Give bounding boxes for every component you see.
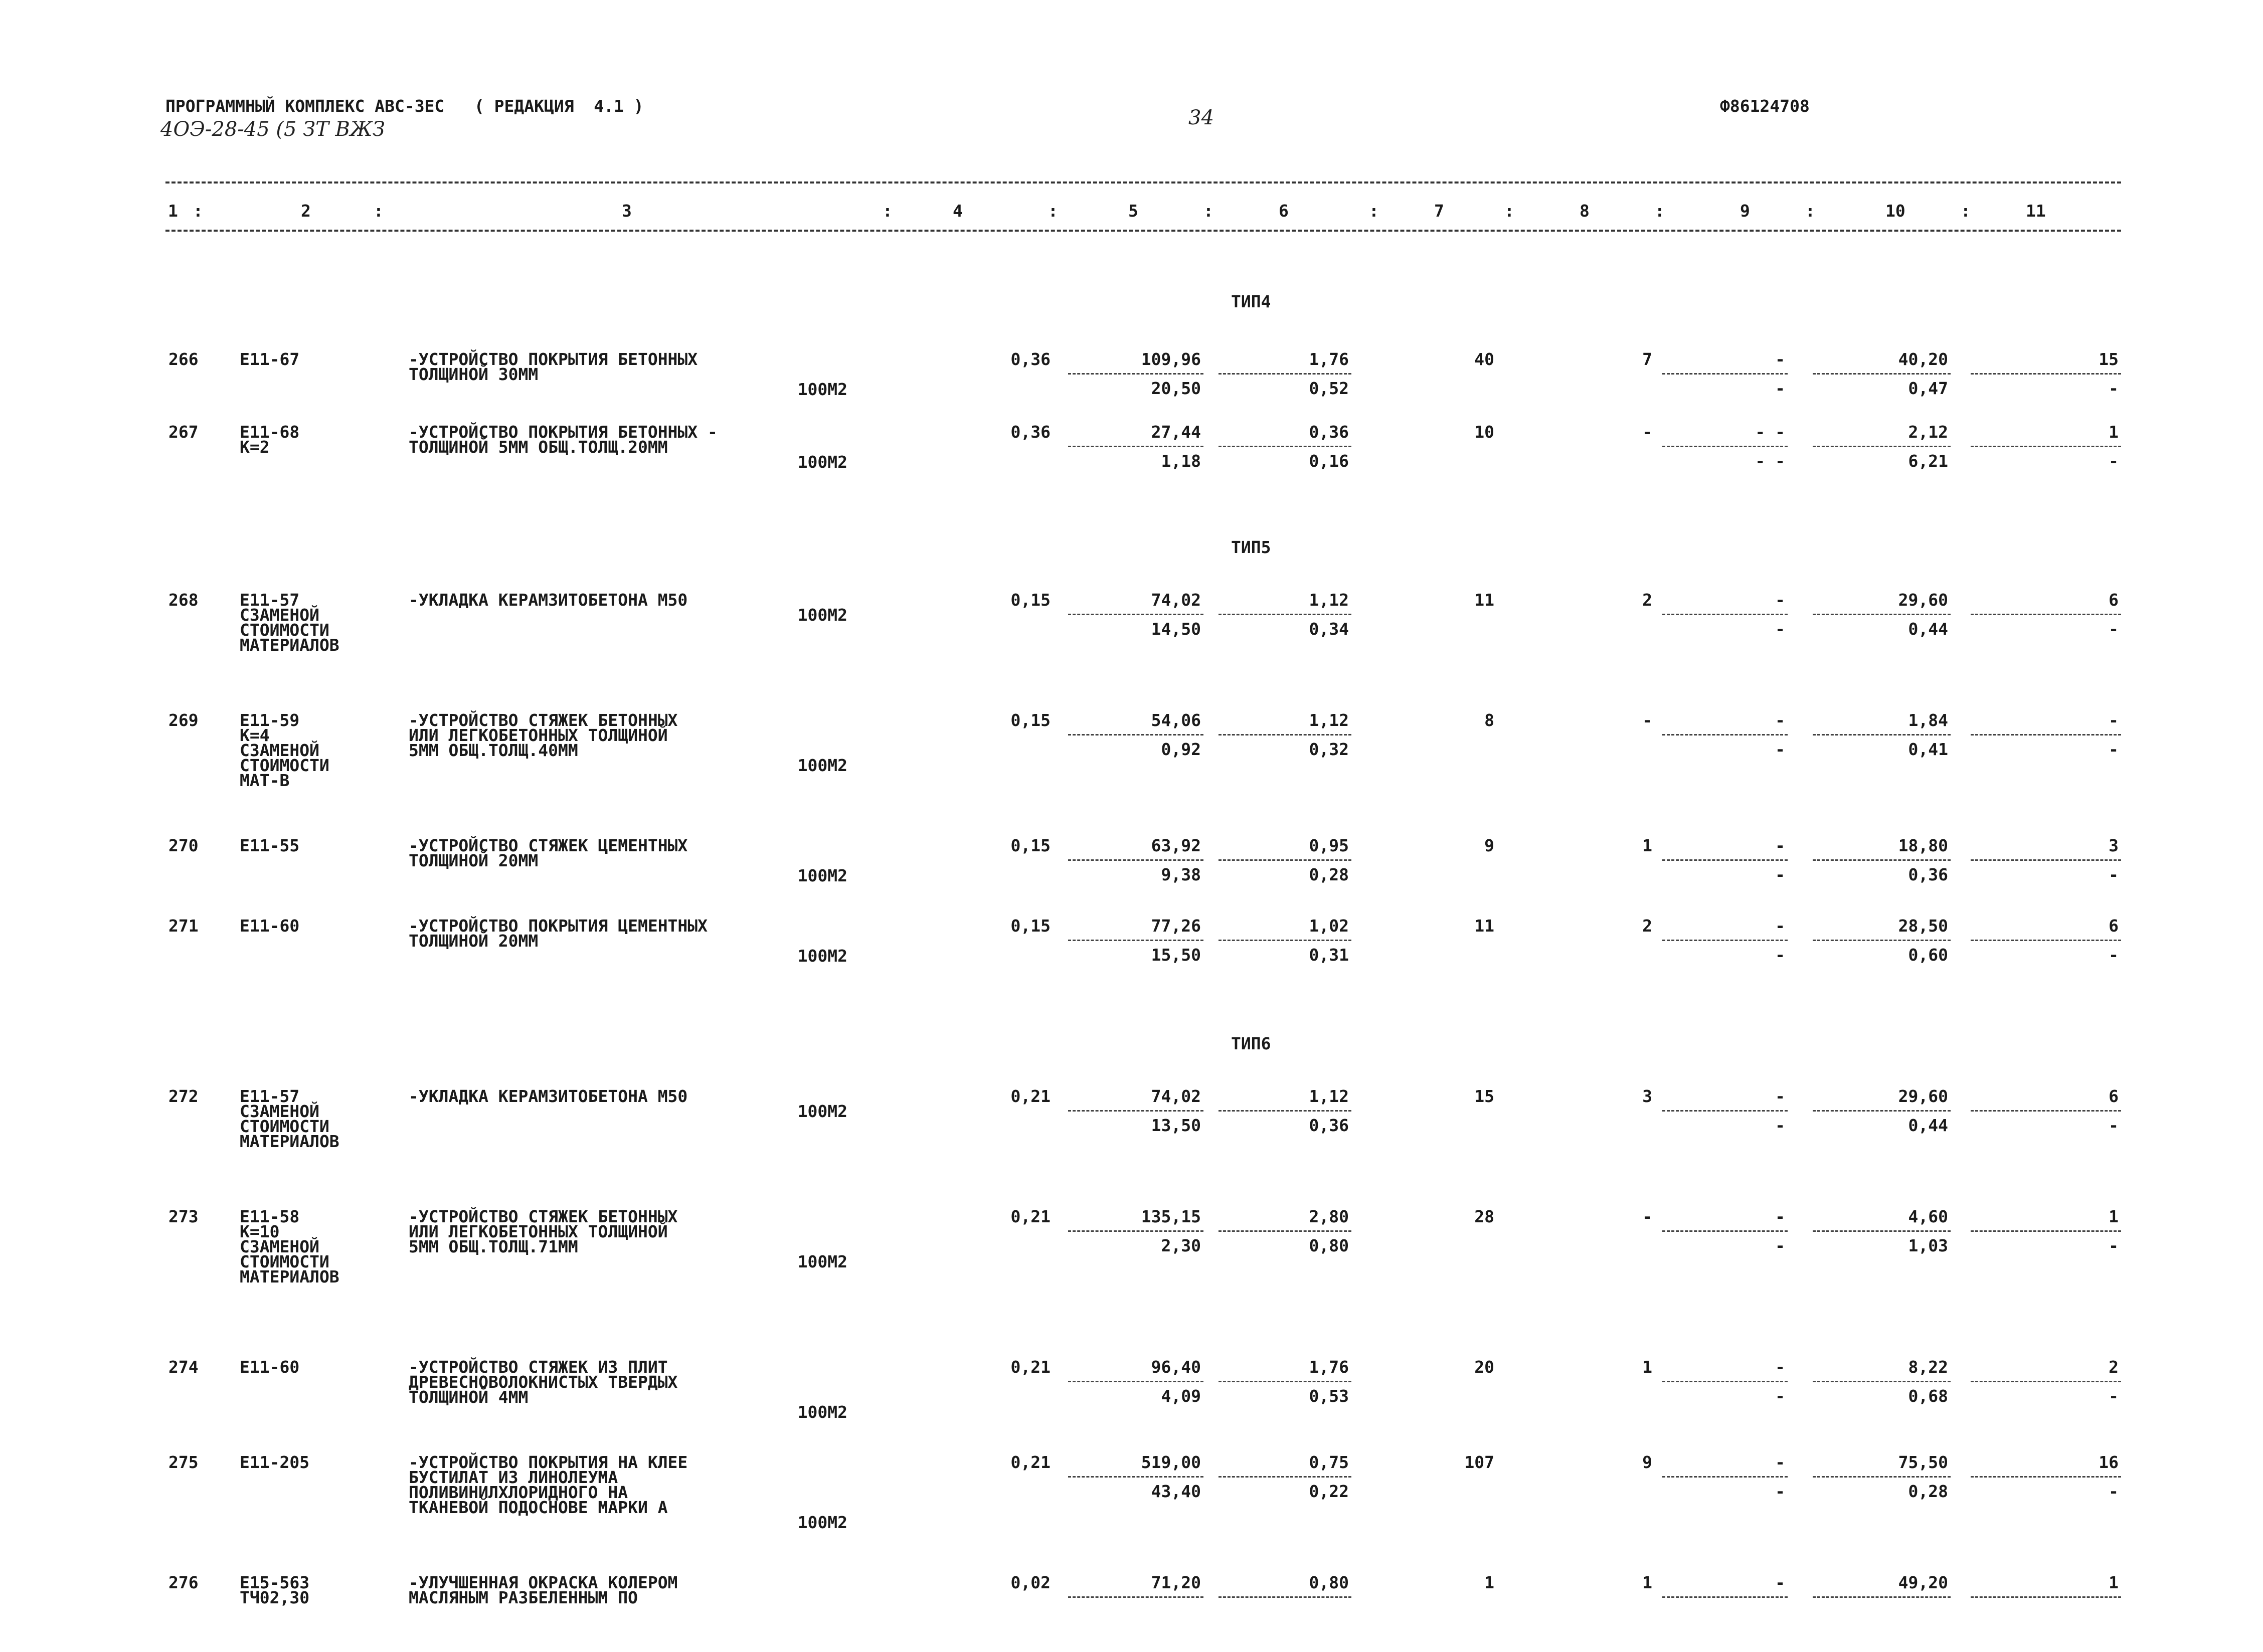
cost-wage: 20,50 (1151, 379, 1201, 398)
total-cost: 8 (1484, 710, 1494, 730)
labor-rate-sub: 0,32 (1309, 740, 1349, 759)
work-description: -УСТРОЙСТВО СТЯЖЕК БЕТОННЫХ (409, 1207, 678, 1226)
machine-cost: - (1775, 916, 1785, 936)
page-number: 34 (1188, 106, 1214, 129)
labor-hours: 29,60 (1898, 1086, 1948, 1106)
machine-cost: - (1775, 590, 1785, 610)
header-rule-top (165, 181, 2121, 183)
labor-total-sub: - (2109, 865, 2119, 884)
quantity: 0,15 (1010, 590, 1051, 610)
wage-cost: - (1642, 710, 1652, 730)
labor-rate-sub: 0,16 (1309, 451, 1349, 471)
unit-label: 100М2 (797, 756, 847, 775)
fraction-line (1813, 734, 1951, 736)
fraction-line (1971, 1230, 2121, 1232)
fraction-line (1218, 614, 1351, 615)
column-separator: : (374, 201, 384, 221)
fraction-line (1068, 373, 1203, 375)
fraction-line (1813, 1596, 1951, 1598)
rate-code: Е11-67 (240, 349, 300, 369)
unit-label: 100М2 (797, 866, 847, 885)
cost-total: 63,92 (1151, 836, 1201, 855)
machine-cost-sub: - (1775, 740, 1785, 759)
cost-total: 54,06 (1151, 710, 1201, 730)
program-title: ПРОГРАММНЫЙ КОМПЛЕКС АВС-ЗЕС ( РЕДАКЦИЯ 4.1 ) (165, 96, 644, 116)
section-title: ТИП6 (1231, 1034, 1271, 1053)
fraction-line (1971, 940, 2121, 941)
fraction-line (1068, 859, 1203, 861)
labor-total: 6 (2109, 916, 2119, 936)
labor-hours-sub: 0,36 (1908, 865, 1948, 884)
labor-rate: 1,12 (1309, 710, 1349, 730)
labor-total: 16 (2099, 1452, 2119, 1472)
rate-note: СТОИМОСТИ (240, 1117, 329, 1136)
labor-total-sub: - (2109, 1482, 2119, 1501)
row-number: 269 (168, 710, 199, 730)
work-description: ТКАНЕВОЙ ПОДОСНОВЕ МАРКИ А (409, 1498, 668, 1517)
labor-total-sub: - (2109, 451, 2119, 471)
rate-note: МАТ-В (240, 771, 290, 790)
unit-label: 100М2 (797, 1513, 847, 1532)
fraction-line (1971, 1476, 2121, 1478)
wage-cost: 9 (1642, 1452, 1652, 1472)
labor-hours-sub: 0,44 (1908, 1116, 1948, 1135)
fraction-line (1068, 734, 1203, 736)
work-description: ТОЛЩИНОЙ 30ММ (409, 364, 539, 384)
work-description: 5ММ ОБЩ.ТОЛЩ.71ММ (409, 1237, 578, 1256)
rate-note: МАТЕРИАЛОВ (240, 1132, 339, 1151)
labor-total: 3 (2109, 836, 2119, 855)
rate-note: К=4 (240, 725, 270, 745)
labor-hours-sub: 0,41 (1908, 740, 1948, 759)
machine-cost: - (1775, 710, 1785, 730)
rate-note: СЗАМЕНОЙ (240, 741, 319, 760)
cost-wage: 15,50 (1151, 945, 1201, 965)
machine-cost-sub: - (1775, 619, 1785, 639)
wage-cost: 2 (1642, 916, 1652, 936)
work-description: -УСТРОЙСТВО ПОКРЫТИЯ БЕТОННЫХ (409, 349, 698, 369)
fraction-line (1218, 1476, 1351, 1478)
quantity: 0,21 (1010, 1357, 1051, 1377)
total-cost: 11 (1474, 916, 1494, 936)
labor-rate-sub: 0,36 (1309, 1116, 1349, 1135)
labor-rate-sub: 0,34 (1309, 619, 1349, 639)
wage-cost: 3 (1642, 1086, 1652, 1106)
fraction-line (1971, 1381, 2121, 1382)
machine-cost: - (1775, 1086, 1785, 1106)
labor-rate: 0,80 (1309, 1573, 1349, 1592)
total-cost: 28 (1474, 1207, 1494, 1226)
fraction-line (1068, 1476, 1203, 1478)
labor-rate: 1,76 (1309, 1357, 1349, 1377)
quantity: 0,15 (1010, 836, 1051, 855)
labor-total-sub: - (2109, 379, 2119, 398)
work-description: -УКЛАДКА КЕРАМЗИТОБЕТОНА М50 (409, 590, 688, 610)
quantity: 0,15 (1010, 916, 1051, 936)
quantity: 0,21 (1010, 1086, 1051, 1106)
machine-cost: - (1775, 1357, 1785, 1377)
column-separator: : (1504, 201, 1514, 221)
rate-note: МАТЕРИАЛОВ (240, 1267, 339, 1287)
quantity: 0,36 (1010, 422, 1051, 442)
row-number: 276 (168, 1573, 199, 1592)
labor-hours: 49,20 (1898, 1573, 1948, 1592)
cost-total: 71,20 (1151, 1573, 1201, 1592)
labor-rate: 1,12 (1309, 590, 1349, 610)
labor-rate: 0,36 (1309, 422, 1349, 442)
fraction-line (1068, 614, 1203, 615)
work-description: -УСТРОЙСТВО ПОКРЫТИЯ НА КЛЕЕ (409, 1452, 688, 1472)
cost-total: 74,02 (1151, 1086, 1201, 1106)
rate-note: СТОИМОСТИ (240, 620, 329, 640)
fraction-line (1218, 446, 1351, 447)
labor-hours-sub: 6,21 (1908, 451, 1948, 471)
fraction-line (1662, 1476, 1788, 1478)
fraction-line (1971, 734, 2121, 736)
rate-code: Е11-55 (240, 836, 300, 855)
unit-label: 100М2 (797, 452, 847, 472)
fraction-line (1813, 859, 1951, 861)
row-number: 268 (168, 590, 199, 610)
labor-rate: 1,76 (1309, 349, 1349, 369)
work-description: -УСТРОЙСТВО ПОКРЫТИЯ ЦЕМЕНТНЫХ (409, 916, 708, 936)
labor-rate: 2,80 (1309, 1207, 1349, 1226)
column-separator: : (883, 201, 893, 221)
cost-total: 27,44 (1151, 422, 1201, 442)
fraction-line (1971, 373, 2121, 375)
fraction-line (1218, 1110, 1351, 1112)
handwritten-note: 4ОЭ-28-45 (5 ЗТ ВЖЗ (160, 118, 385, 141)
fraction-line (1813, 614, 1951, 615)
fraction-line (1218, 940, 1351, 941)
unit-label: 100М2 (797, 1102, 847, 1121)
labor-hours-sub: 0,44 (1908, 619, 1948, 639)
machine-cost: - (1775, 836, 1785, 855)
quantity: 0,36 (1010, 349, 1051, 369)
labor-total: 6 (2109, 1086, 2119, 1106)
fraction-line (1971, 1110, 2121, 1112)
fraction-line (1662, 734, 1788, 736)
labor-total: 1 (2109, 1207, 2119, 1226)
cost-wage: 0,92 (1161, 740, 1201, 759)
labor-total: 15 (2099, 349, 2119, 369)
fraction-line (1813, 1110, 1951, 1112)
wage-cost: - (1642, 422, 1652, 442)
section-title: ТИП4 (1231, 292, 1271, 311)
fraction-line (1662, 940, 1788, 941)
labor-rate-sub: 0,52 (1309, 379, 1349, 398)
column-number: 8 (1580, 201, 1590, 221)
rate-code: Е11-205 (240, 1452, 310, 1472)
wage-cost: - (1642, 1207, 1652, 1226)
cost-total: 519,00 (1141, 1452, 1201, 1472)
total-cost: 40 (1474, 349, 1494, 369)
total-cost: 20 (1474, 1357, 1494, 1377)
labor-rate-sub: 0,22 (1309, 1482, 1349, 1501)
machine-cost-sub: - - (1755, 451, 1785, 471)
rate-code: Е11-59 (240, 710, 300, 730)
section-title: ТИП5 (1231, 537, 1271, 557)
fraction-line (1218, 1230, 1351, 1232)
work-description: 5ММ ОБЩ.ТОЛЩ.40ММ (409, 741, 578, 760)
rate-note: СТОИМОСТИ (240, 756, 329, 775)
fraction-line (1218, 373, 1351, 375)
column-number: 1 (168, 201, 178, 221)
fraction-line (1971, 446, 2121, 447)
column-separator: : (193, 201, 203, 221)
wage-cost: 2 (1642, 590, 1652, 610)
machine-cost: - (1775, 1452, 1785, 1472)
labor-total-sub: - (2109, 1236, 2119, 1255)
labor-total: 1 (2109, 422, 2119, 442)
fraction-line (1662, 1381, 1788, 1382)
labor-hours: 18,80 (1898, 836, 1948, 855)
labor-total: 2 (2109, 1357, 2119, 1377)
unit-label: 100М2 (797, 1252, 847, 1271)
rate-note: К=10 (240, 1222, 280, 1241)
fraction-line (1662, 1596, 1788, 1598)
work-description: ТОЛЩИНОЙ 4ММ (409, 1387, 529, 1407)
cost-total: 77,26 (1151, 916, 1201, 936)
column-separator: : (1203, 201, 1213, 221)
labor-hours-sub: 0,68 (1908, 1386, 1948, 1406)
labor-hours: 8,22 (1908, 1357, 1948, 1377)
row-number: 267 (168, 422, 199, 442)
labor-hours: 2,12 (1908, 422, 1948, 442)
cost-wage: 9,38 (1161, 865, 1201, 884)
fraction-line (1813, 446, 1951, 447)
total-cost: 10 (1474, 422, 1494, 442)
rate-note: СЗАМЕНОЙ (240, 1102, 319, 1121)
quantity: 0,02 (1010, 1573, 1051, 1592)
machine-cost-sub: - (1775, 1482, 1785, 1501)
fraction-line (1971, 614, 2121, 615)
fraction-line (1662, 859, 1788, 861)
rate-code: Е11-58 (240, 1207, 300, 1226)
labor-rate: 0,95 (1309, 836, 1349, 855)
machine-cost: - (1775, 349, 1785, 369)
column-number: 11 (2026, 201, 2046, 221)
machine-cost-sub: - (1775, 1116, 1785, 1135)
row-number: 275 (168, 1452, 199, 1472)
wage-cost: 1 (1642, 1357, 1652, 1377)
work-description: -УКЛАДКА КЕРАМЗИТОБЕТОНА М50 (409, 1086, 688, 1106)
fraction-line (1218, 1596, 1351, 1598)
rate-code: Е11-57 (240, 1086, 300, 1106)
row-number: 274 (168, 1357, 199, 1377)
column-number: 6 (1279, 201, 1289, 221)
wage-cost: 1 (1642, 1573, 1652, 1592)
quantity: 0,21 (1010, 1207, 1051, 1226)
fraction-line (1813, 1476, 1951, 1478)
fraction-line (1971, 859, 2121, 861)
fraction-line (1813, 1230, 1951, 1232)
machine-cost-sub: - (1775, 379, 1785, 398)
total-cost: 107 (1464, 1452, 1494, 1472)
work-description: ТОЛЩИНОЙ 5ММ ОБЩ.ТОЛЩ.20ММ (409, 437, 668, 457)
work-description: -УСТРОЙСТВО ПОКРЫТИЯ БЕТОННЫХ - (409, 422, 718, 442)
work-description: ДРЕВЕСНОВОЛОКНИСТЫХ ТВЕРДЫХ (409, 1372, 678, 1392)
fraction-line (1813, 1381, 1951, 1382)
cost-wage: 1,18 (1161, 451, 1201, 471)
rate-code: Е11-60 (240, 1357, 300, 1377)
machine-cost: - - (1755, 422, 1785, 442)
labor-total-sub: - (2109, 1116, 2119, 1135)
rate-note: СЗАМЕНОЙ (240, 1237, 319, 1256)
work-description: ПОЛИВИНИЛХЛОРИДНОГО НА (409, 1483, 628, 1502)
labor-total: 1 (2109, 1573, 2119, 1592)
work-description: -УСТРОЙСТВО СТЯЖЕК ЦЕМЕНТНЫХ (409, 836, 688, 855)
rate-code: Е11-60 (240, 916, 300, 936)
work-description: ТОЛЩИНОЙ 20ММ (409, 931, 539, 951)
fraction-line (1662, 446, 1788, 447)
labor-hours: 40,20 (1898, 349, 1948, 369)
column-number: 9 (1740, 201, 1750, 221)
labor-rate-sub: 0,31 (1309, 945, 1349, 965)
rate-code: Е15-563 (240, 1573, 310, 1592)
column-separator: : (1048, 201, 1058, 221)
labor-hours: 29,60 (1898, 590, 1948, 610)
work-description: -УСТРОЙСТВО СТЯЖЕК ИЗ ПЛИТ (409, 1357, 668, 1377)
unit-label: 100М2 (797, 380, 847, 399)
labor-total-sub: - (2109, 740, 2119, 759)
machine-cost-sub: - (1775, 945, 1785, 965)
document-code: Ф86124708 (1720, 96, 1810, 116)
machine-cost-sub: - (1775, 1386, 1785, 1406)
wage-cost: 1 (1642, 836, 1652, 855)
rate-note: МАТЕРИАЛОВ (240, 635, 339, 655)
cost-total: 74,02 (1151, 590, 1201, 610)
work-description: БУСТИЛАТ ИЗ ЛИНОЛЕУМА (409, 1467, 618, 1487)
rate-note: СЗАМЕНОЙ (240, 605, 319, 625)
fraction-line (1068, 1381, 1203, 1382)
machine-cost-sub: - (1775, 865, 1785, 884)
column-separator: : (1805, 201, 1815, 221)
work-description: МАСЛЯНЫМ РАЗБЕЛЕННЫМ ПО (409, 1588, 638, 1607)
labor-hours: 1,84 (1908, 710, 1948, 730)
work-description: -УСТРОЙСТВО СТЯЖЕК БЕТОННЫХ (409, 710, 678, 730)
cost-total: 109,96 (1141, 349, 1201, 369)
rate-note: ТЧ02,30 (240, 1588, 310, 1607)
fraction-line (1218, 859, 1351, 861)
labor-total-sub: - (2109, 1386, 2119, 1406)
labor-rate-sub: 0,53 (1309, 1386, 1349, 1406)
column-number: 7 (1434, 201, 1444, 221)
cost-wage: 2,30 (1161, 1236, 1201, 1255)
column-number: 2 (301, 201, 311, 221)
fraction-line (1068, 1110, 1203, 1112)
labor-rate: 1,02 (1309, 916, 1349, 936)
labor-hours-sub: 1,03 (1908, 1236, 1948, 1255)
cost-wage: 4,09 (1161, 1386, 1201, 1406)
header-rule-bottom (165, 230, 2121, 232)
labor-rate-sub: 0,28 (1309, 865, 1349, 884)
labor-rate-sub: 0,80 (1309, 1236, 1349, 1255)
machine-cost: - (1775, 1207, 1785, 1226)
row-number: 273 (168, 1207, 199, 1226)
fraction-line (1068, 940, 1203, 941)
labor-total-sub: - (2109, 619, 2119, 639)
cost-wage: 14,50 (1151, 619, 1201, 639)
unit-label: 100М2 (797, 605, 847, 625)
total-cost: 9 (1484, 836, 1494, 855)
fraction-line (1218, 1381, 1351, 1382)
column-number: 3 (622, 201, 632, 221)
work-description: ИЛИ ЛЕГКОБЕТОННЫХ ТОЛЩИНОЙ (409, 1222, 668, 1241)
labor-hours: 28,50 (1898, 916, 1948, 936)
rate-code: Е11-57 (240, 590, 300, 610)
row-number: 266 (168, 349, 199, 369)
row-number: 270 (168, 836, 199, 855)
labor-total: 6 (2109, 590, 2119, 610)
total-cost: 1 (1484, 1573, 1494, 1592)
cost-total: 135,15 (1141, 1207, 1201, 1226)
column-separator: : (1961, 201, 1971, 221)
labor-hours-sub: 0,28 (1908, 1482, 1948, 1501)
labor-hours: 4,60 (1908, 1207, 1948, 1226)
work-description: -УЛУЧШЕННАЯ ОКРАСКА КОЛЕРОМ (409, 1573, 678, 1592)
column-number: 5 (1128, 201, 1138, 221)
fraction-line (1218, 734, 1351, 736)
labor-rate: 1,12 (1309, 1086, 1349, 1106)
row-number: 271 (168, 916, 199, 936)
wage-cost: 7 (1642, 349, 1652, 369)
labor-hours-sub: 0,47 (1908, 379, 1948, 398)
machine-cost: - (1775, 1573, 1785, 1592)
work-description: ТОЛЩИНОЙ 20ММ (409, 851, 539, 870)
fraction-line (1662, 1110, 1788, 1112)
fraction-line (1813, 940, 1951, 941)
rate-note: К=2 (240, 437, 270, 457)
total-cost: 11 (1474, 590, 1494, 610)
quantity: 0,15 (1010, 710, 1051, 730)
quantity: 0,21 (1010, 1452, 1051, 1472)
fraction-line (1662, 614, 1788, 615)
rate-note: СТОИМОСТИ (240, 1252, 329, 1271)
labor-hours-sub: 0,60 (1908, 945, 1948, 965)
fraction-line (1068, 1596, 1203, 1598)
work-description: ИЛИ ЛЕГКОБЕТОННЫХ ТОЛЩИНОЙ (409, 725, 668, 745)
total-cost: 15 (1474, 1086, 1494, 1106)
labor-total-sub: - (2109, 945, 2119, 965)
cost-wage: 43,40 (1151, 1482, 1201, 1501)
column-number: 10 (1885, 201, 1905, 221)
fraction-line (1662, 1230, 1788, 1232)
unit-label: 100М2 (797, 946, 847, 966)
column-separator: : (1369, 201, 1379, 221)
fraction-line (1068, 1230, 1203, 1232)
fraction-line (1068, 446, 1203, 447)
machine-cost-sub: - (1775, 1236, 1785, 1255)
fraction-line (1971, 1596, 2121, 1598)
column-separator: : (1655, 201, 1665, 221)
row-number: 272 (168, 1086, 199, 1106)
fraction-line (1813, 373, 1951, 375)
column-number: 4 (953, 201, 963, 221)
fraction-line (1662, 373, 1788, 375)
unit-label: 100М2 (797, 1402, 847, 1422)
labor-hours: 75,50 (1898, 1452, 1948, 1472)
labor-rate: 0,75 (1309, 1452, 1349, 1472)
cost-wage: 13,50 (1151, 1116, 1201, 1135)
labor-total: - (2109, 710, 2119, 730)
rate-code: Е11-68 (240, 422, 300, 442)
cost-total: 96,40 (1151, 1357, 1201, 1377)
